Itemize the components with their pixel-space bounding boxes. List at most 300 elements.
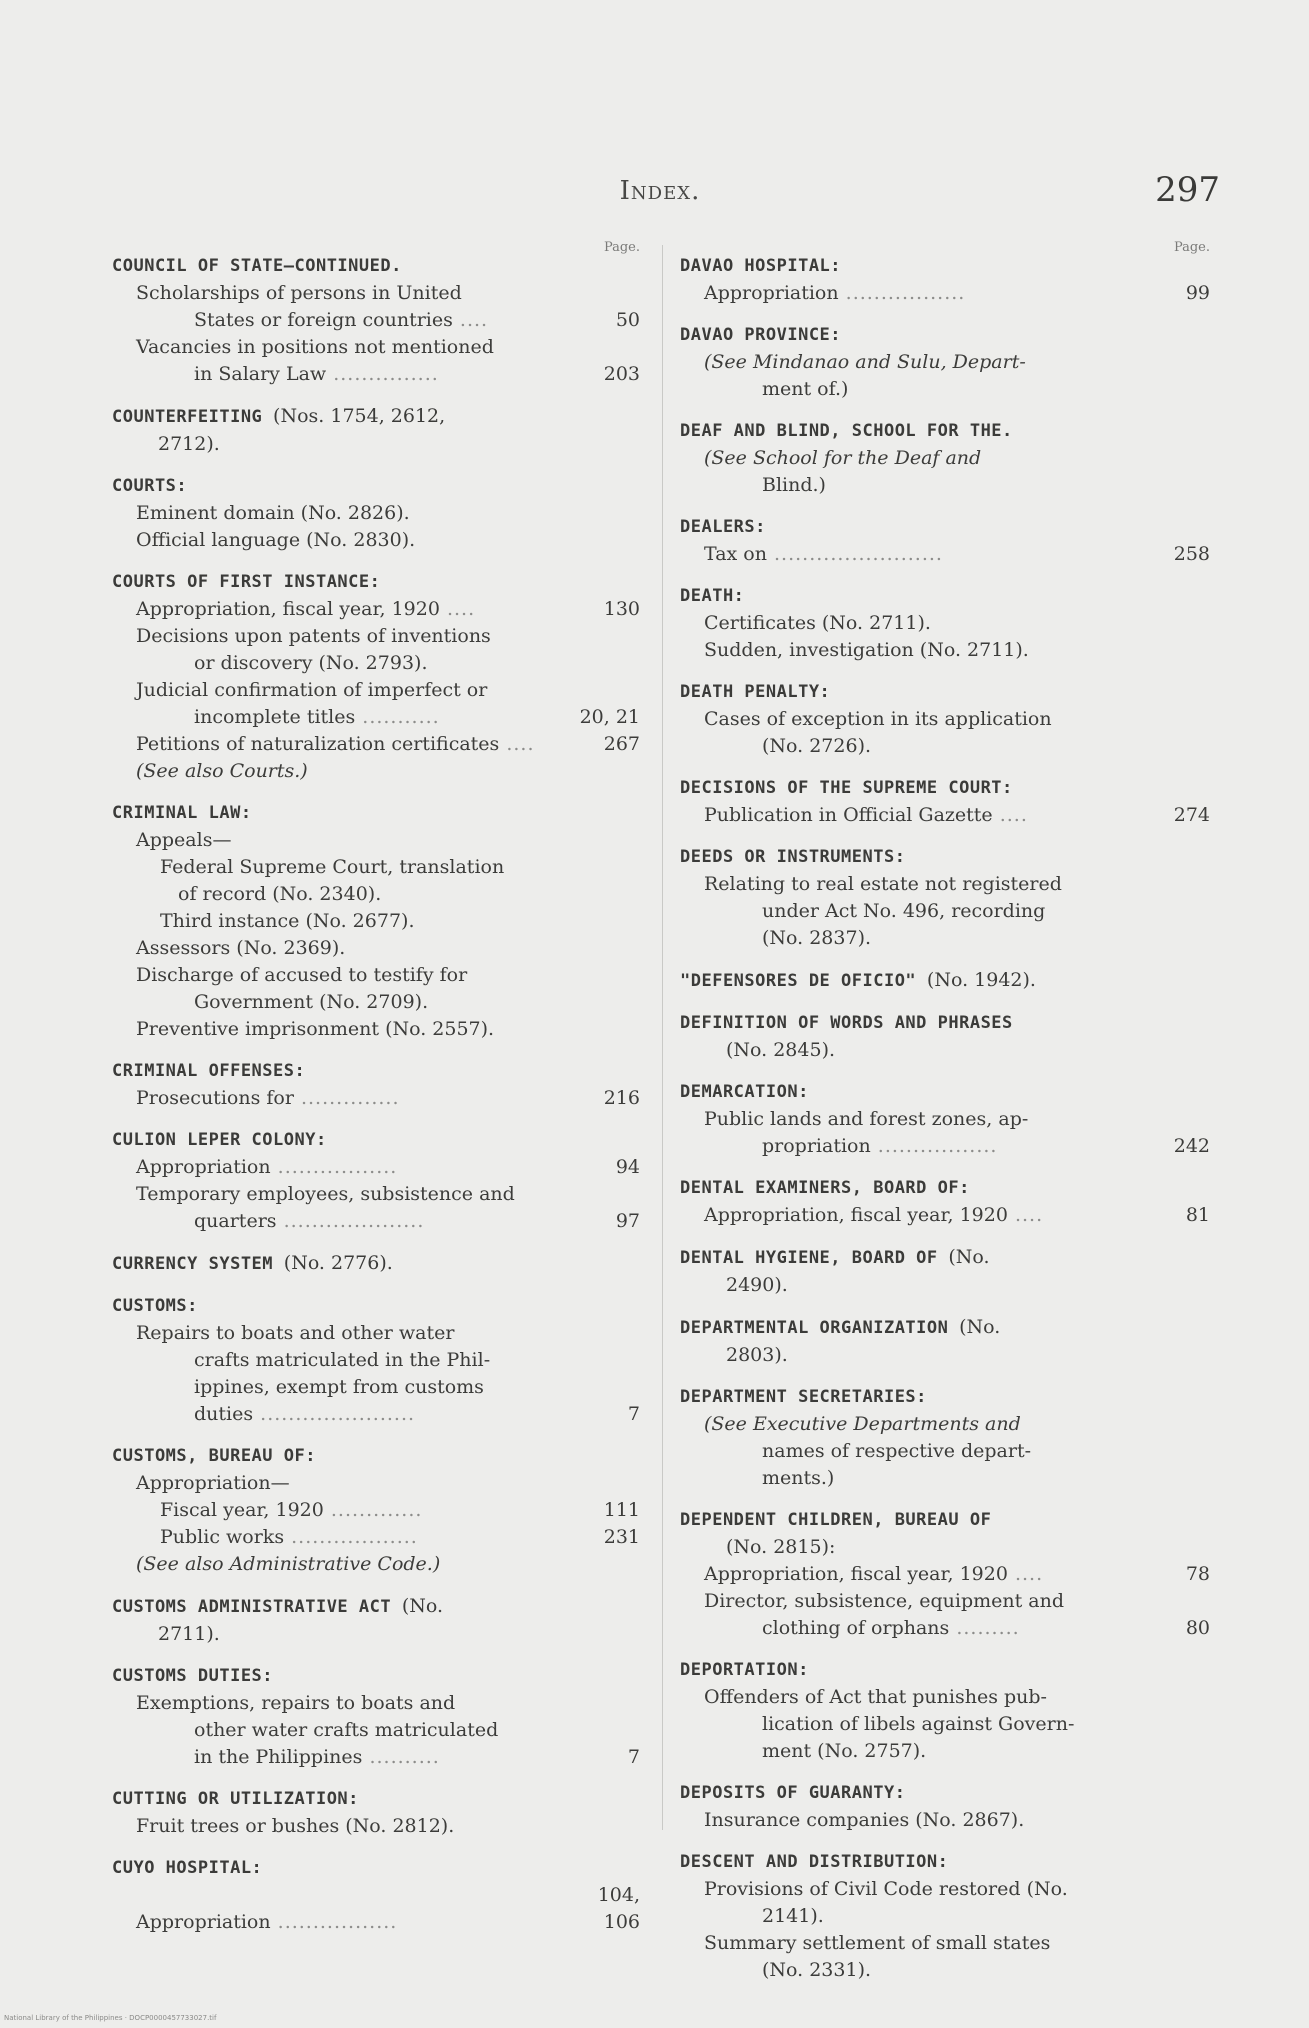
subentry-label: Third instance (No. 2677).: [160, 910, 415, 932]
entry-heading: [112, 1126, 640, 1154]
entry-heading: [680, 1078, 1210, 1106]
subentry-continued: [112, 1717, 640, 1744]
subentry-text: [136, 1690, 640, 1717]
entry-heading-text: CRIMINAL LAW:: [112, 803, 252, 823]
subentry-label: under Act No. 496, recording: [762, 900, 1046, 922]
subentry: [112, 1470, 640, 1497]
subentry-label: Appropriation, fiscal year, 1920: [704, 1204, 1008, 1226]
entry-heading: [680, 1009, 1210, 1037]
entry-heading: [680, 513, 1210, 541]
entry-heading-text: DEPARTMENT SECRETARIES:: [680, 1387, 927, 1407]
entry-heading-text: DESCENT AND DISTRIBUTION:: [680, 1852, 949, 1872]
subentry-text: [136, 1320, 640, 1347]
subentry-text: [704, 637, 1210, 664]
subentry-continued: [680, 376, 1210, 403]
subentry-label: Decisions upon patents of inventions: [136, 625, 491, 647]
dot-leader: ........................: [766, 543, 943, 565]
subentry-label: Director, subsistence, equipment and: [704, 1590, 1065, 1612]
subentry: [112, 962, 640, 989]
subentry-label: Official language (No. 2830).: [136, 529, 416, 551]
subentry-continued: [680, 1957, 1210, 1984]
entry-heading: [680, 1243, 1210, 1272]
subentry: [680, 1411, 1210, 1438]
subentry-label: (No. 2837).: [762, 927, 872, 949]
column-divider: [662, 245, 663, 1830]
subentry-label: Blind.): [762, 474, 826, 496]
subentry-label: Federal Supreme Court, translation: [160, 856, 505, 878]
subentry-text: [726, 376, 1210, 403]
subentry-text: [704, 610, 1210, 637]
subentry-text: [704, 1588, 1210, 1615]
entry-heading-text: DEPENDENT CHILDREN, BUREAU OF: [680, 1510, 992, 1530]
index-entry: [680, 1656, 1210, 1765]
entry-heading-text: CRIMINAL OFFENSES:: [112, 1061, 306, 1081]
dot-leader: ..........: [362, 1746, 440, 1768]
entry-reference: (No. 1942).: [926, 969, 1036, 991]
subentry-label: Appropriation—: [136, 1472, 290, 1494]
entry-reference: (No.: [401, 1595, 444, 1617]
index-entry: [112, 1292, 640, 1428]
subentry-text: [160, 1524, 570, 1551]
index-entry: [112, 799, 640, 1043]
entry-heading: [680, 417, 1210, 445]
entry-heading: [680, 774, 1210, 802]
index-entry: [112, 1785, 640, 1840]
subentry: [112, 1551, 640, 1578]
subentry-text: [704, 349, 1210, 376]
subentry-continued: [112, 650, 640, 677]
page-reference: 80: [1185, 1617, 1210, 1639]
entry-heading-text: CUSTOMS DUTIES:: [112, 1666, 274, 1686]
subentry-label: Eminent domain (No. 2826).: [136, 502, 410, 524]
subentry-text: [704, 1561, 1140, 1588]
subentry-text: [726, 1465, 1210, 1492]
subentry-text: [726, 1738, 1210, 1765]
page-reference: 274: [1173, 804, 1210, 826]
subentry: [112, 731, 640, 758]
subentry: [112, 1690, 640, 1717]
subentry-text: [158, 704, 570, 731]
subentry-label: Relating to real estate not registered: [704, 873, 1062, 895]
subentry-text: [160, 908, 640, 935]
subentry-label: Provisions of Civil Code restored (No.: [704, 1878, 1068, 1900]
page-column-label: Page.: [603, 240, 640, 255]
subentry-label: quarters: [194, 1210, 277, 1232]
entry-heading: [680, 966, 1210, 995]
subentry-text: [726, 925, 1210, 952]
entry-heading-text: DECISIONS OF THE SUPREME COURT:: [680, 778, 1013, 798]
subentry-label: (See also Administrative Code.): [136, 1553, 441, 1575]
index-entry: [680, 582, 1210, 664]
page-reference: 94: [615, 1156, 640, 1178]
subentry: [112, 1813, 640, 1840]
page-reference: 258: [1173, 543, 1210, 565]
subentry: [680, 1807, 1210, 1834]
subentry-label: ment of.): [762, 378, 849, 400]
index-entry: [680, 1243, 1210, 1299]
entry-reference: (No. 2776).: [283, 1252, 393, 1274]
subentry-text: [136, 827, 640, 854]
dot-leader: .................: [838, 282, 966, 304]
subentry-continued: [680, 1465, 1210, 1492]
subentry-continued: [680, 1615, 1210, 1642]
index-entry: [680, 1174, 1210, 1229]
subentry-text: [158, 881, 640, 908]
entry-reference-continued: (No. 2845).: [726, 1039, 836, 1061]
subentry: [112, 527, 640, 554]
entry-heading-text: DEATH:: [680, 586, 745, 606]
subentry: [680, 1930, 1210, 1957]
dot-leader: ....: [452, 309, 489, 331]
entry-reference-continued: 2712).: [158, 433, 220, 455]
subentry-text: [136, 1181, 640, 1208]
subentry-label: lication of libels against Govern-: [762, 1713, 1075, 1735]
subentry-label: Scholarships of persons in United: [136, 282, 462, 304]
entry-heading: [112, 1249, 640, 1278]
subentry-text: [136, 500, 640, 527]
subentry-text: [136, 334, 640, 361]
subentry-text: [136, 677, 640, 704]
index-entry: [680, 513, 1210, 568]
page-reference: 20, 21: [579, 706, 640, 728]
subentry-text: [136, 935, 640, 962]
subentry: [112, 334, 640, 361]
subentry: [112, 758, 640, 785]
page-number: 297: [1155, 170, 1220, 210]
subentry-text: [136, 758, 640, 785]
subentry-continued: [112, 1374, 640, 1401]
subentry-label: clothing of orphans: [762, 1617, 950, 1639]
entry-heading-text: DEFINITION OF WORDS AND PHRASES: [680, 1013, 1013, 1033]
subentry-label: Appeals—: [136, 829, 232, 851]
subentry-text: [136, 1154, 570, 1181]
subentry-text: [704, 1876, 1210, 1903]
entry-heading-text: DEEDS OR INSTRUMENTS:: [680, 847, 906, 867]
subentry-text: [704, 280, 1140, 307]
subentry: [112, 1320, 640, 1347]
subentry-text: [158, 989, 640, 1016]
subentry: [680, 1106, 1210, 1133]
subentry-label: Public lands and forest zones, ap-: [704, 1108, 1029, 1130]
page-reference: 203: [603, 363, 640, 385]
entry-heading: [680, 252, 1210, 280]
dot-leader: .................: [870, 1135, 998, 1157]
entry-heading: [680, 1383, 1210, 1411]
page-reference: 7: [627, 1403, 640, 1425]
index-entry: [680, 1313, 1210, 1369]
entry-heading-text: CUYO HOSPITAL:: [112, 1858, 263, 1878]
subentry-text: [136, 1470, 640, 1497]
index-entry: [112, 1854, 640, 1936]
dot-leader: ....: [499, 733, 535, 755]
index-entry: [680, 966, 1210, 995]
dot-leader: ....: [1007, 1204, 1044, 1226]
subentry-text: [704, 1807, 1210, 1834]
entry-heading-text: COURTS OF FIRST INSTANCE:: [112, 572, 381, 592]
entry-heading: [112, 1442, 640, 1470]
subentry-continued: [112, 989, 640, 1016]
subentry-text: [158, 1401, 570, 1428]
entry-reference-continued: 2490).: [726, 1274, 788, 1296]
subentry-text: [136, 962, 640, 989]
entry-heading-text: DENTAL EXAMINERS, BOARD OF:: [680, 1178, 970, 1198]
page-reference: 242: [1173, 1135, 1210, 1157]
dot-leader: .................: [270, 1911, 398, 1933]
subentry-label: Cases of exception in its application: [704, 708, 1052, 730]
subentry-text: [704, 706, 1210, 733]
subentry-continued: [112, 1208, 640, 1235]
subentry-text: [160, 854, 640, 881]
page-reference: 111: [603, 1499, 640, 1521]
entry-heading-text: DEPARTMENTAL ORGANIZATION: [680, 1318, 949, 1338]
page-reference: 231: [603, 1526, 640, 1548]
entry-heading-text: DAVAO PROVINCE:: [680, 325, 842, 345]
subentry-text: [160, 1497, 570, 1524]
subentry: [680, 871, 1210, 898]
entry-heading: [112, 1785, 640, 1813]
subentry: [112, 935, 640, 962]
entry-heading-text: DEPORTATION:: [680, 1660, 809, 1680]
index-entry: [112, 1126, 640, 1235]
subentry-label: other water crafts matriculated: [194, 1719, 499, 1741]
entry-heading: [112, 402, 640, 431]
index-entry: [680, 843, 1210, 952]
subentry-continued: [680, 1711, 1210, 1738]
entry-heading-text: COUNTERFEITING: [112, 407, 263, 427]
subentry: [680, 706, 1210, 733]
index-entry: [680, 1779, 1210, 1834]
subentry-text: [158, 1717, 640, 1744]
index-entry: [112, 472, 640, 554]
subentry: [112, 1154, 640, 1181]
subentry-text: [704, 1930, 1210, 1957]
subentry-label: crafts matriculated in the Phil-: [194, 1349, 491, 1371]
entry-reference-continued: 2711).: [158, 1623, 220, 1645]
entry-heading: [680, 1506, 1210, 1534]
dot-leader: .........: [949, 1617, 1020, 1639]
subentry: [680, 280, 1210, 307]
index-entry: [680, 1848, 1210, 1984]
subentry-text: [704, 871, 1210, 898]
subentry-text: [158, 307, 570, 334]
subentry: [680, 1876, 1210, 1903]
subentry-text: [726, 1615, 1140, 1642]
subentry-text: [726, 733, 1210, 760]
subentry: [680, 349, 1210, 376]
subentry-continued: [680, 1438, 1210, 1465]
index-entry: [112, 1592, 640, 1648]
index-entry: [680, 1506, 1210, 1642]
page-reference: 267: [603, 733, 640, 755]
subentry: [112, 623, 640, 650]
subentry-label: States or foreign countries: [194, 309, 453, 331]
subentry: [112, 1181, 640, 1208]
subentry-text: [158, 361, 570, 388]
subentry-label: propriation: [762, 1135, 871, 1157]
index-entry: [112, 402, 640, 458]
entry-heading-text: CUSTOMS:: [112, 1296, 198, 1316]
subentry: [680, 445, 1210, 472]
entry-heading: [680, 321, 1210, 349]
entry-heading-text: CUSTOMS, BUREAU OF:: [112, 1446, 316, 1466]
subentry-label: Publication in Official Gazette: [704, 804, 993, 826]
page-reference: 7: [627, 1746, 640, 1768]
subentry-label: ments.): [762, 1467, 835, 1489]
entry-heading: [680, 582, 1210, 610]
entry-heading-text: DEALERS:: [680, 517, 766, 537]
subentry-label: Vacancies in positions not mentioned: [136, 336, 494, 358]
subentry-label: Prosecutions for: [136, 1087, 294, 1109]
subentry: [680, 1202, 1210, 1229]
entry-heading: [112, 1592, 640, 1621]
subentry-text: [726, 1438, 1210, 1465]
subentry: [112, 854, 640, 881]
subentry-text: [136, 1909, 570, 1936]
subentry-label: Discharge of accused to testify for: [136, 964, 468, 986]
subentry-text: [136, 1016, 640, 1043]
subentry-label: Appropriation, fiscal year, 1920: [136, 598, 440, 620]
index-entry: [680, 1078, 1210, 1160]
entry-heading: [112, 568, 640, 596]
subentry-text: [158, 1347, 640, 1374]
index-entry: [680, 321, 1210, 403]
subentry-label: Tax on: [704, 543, 767, 565]
subentry-label: Summary settlement of small states: [704, 1932, 1051, 1954]
subentry-continued: [680, 472, 1210, 499]
entry-heading-text: CULION LEPER COLONY:: [112, 1130, 327, 1150]
entry-reference-continued: 2803).: [726, 1344, 788, 1366]
subentry-continued: [112, 1744, 640, 1771]
entry-heading-text: COUNCIL OF STATE—CONTINUED.: [112, 256, 402, 276]
subentry-label: (See Mindanao and Sulu, Depart-: [704, 351, 1026, 373]
index-column-left: [112, 240, 640, 1950]
entry-heading: [112, 472, 640, 500]
entry-heading: [112, 1662, 640, 1690]
entry-reference-continued: (No. 2815):: [726, 1536, 836, 1558]
page-reference: 104, 106: [597, 1884, 640, 1933]
subentry-label: incomplete titles: [194, 706, 356, 728]
subentry-text: [158, 1208, 570, 1235]
subentry-continued: [680, 925, 1210, 952]
subentry-text: [158, 1374, 640, 1401]
page-column-label: Page.: [1173, 240, 1210, 255]
subentry-label: Preventive imprisonment (No. 2557).: [136, 1018, 495, 1040]
subentry-continued: [680, 1903, 1210, 1930]
page-reference: 99: [1185, 282, 1210, 304]
index-entry: [680, 252, 1210, 307]
subentry-text: [136, 731, 570, 758]
subentry: [680, 610, 1210, 637]
page-reference: 130: [603, 598, 640, 620]
subentry-label: of record (No. 2340).: [178, 883, 382, 905]
dot-leader: ....: [992, 804, 1028, 826]
subentry: [680, 541, 1210, 568]
dot-leader: ....: [439, 598, 476, 620]
entry-heading-text: COURTS:: [112, 476, 188, 496]
dot-leader: .............: [323, 1499, 423, 1521]
page-reference: 97: [615, 1210, 640, 1232]
subentry-text: [704, 1684, 1210, 1711]
subentry-label: (No. 2726).: [762, 735, 872, 757]
subentry: [680, 802, 1210, 829]
subentry-continued: [680, 1738, 1210, 1765]
dot-leader: ...............: [326, 363, 439, 385]
entry-heading: [680, 1779, 1210, 1807]
dot-leader: ...........: [355, 706, 440, 728]
entry-heading: [680, 1313, 1210, 1342]
index-entry: [680, 1383, 1210, 1492]
subentry-text: [136, 527, 640, 554]
subentry-label: 2141).: [762, 1905, 824, 1927]
subentry-label: duties: [194, 1403, 254, 1425]
subentry-label: Public works: [160, 1526, 285, 1548]
page-reference: 50: [615, 309, 640, 331]
subentry: [112, 1016, 640, 1043]
subentry: [680, 1588, 1210, 1615]
subentry-text: [726, 1903, 1210, 1930]
index-entry: [680, 417, 1210, 499]
subentry-text: [158, 1744, 570, 1771]
subentry: [112, 677, 640, 704]
entry-heading-text: CUSTOMS ADMINISTRATIVE ACT: [112, 1597, 392, 1617]
entry-heading-text: CURRENCY SYSTEM: [112, 1254, 274, 1274]
dot-leader: .................: [270, 1156, 398, 1178]
entry-reference: (Nos. 1754, 2612,: [273, 405, 446, 427]
subentry-label: Appropriation: [704, 282, 839, 304]
subentry-text: [704, 445, 1210, 472]
index-entry: [112, 1249, 640, 1278]
subentry-label: Appropriation: [136, 1911, 271, 1933]
entry-heading: [112, 1292, 640, 1320]
subentry: [112, 908, 640, 935]
entry-heading-text: DENTAL HYGIENE, BOARD OF: [680, 1248, 938, 1268]
dot-leader: ..................: [284, 1526, 418, 1548]
subentry-text: [726, 1711, 1210, 1738]
subentry-continued: [680, 898, 1210, 925]
dot-leader: ....: [1007, 1563, 1044, 1585]
subentry-label: in Salary Law: [194, 363, 327, 385]
dot-leader: ..............: [293, 1087, 400, 1109]
subentry-text: [704, 1411, 1210, 1438]
entry-heading-text: DEMARCATION:: [680, 1082, 809, 1102]
subentry-text: [136, 280, 640, 307]
index-column-right: [680, 240, 1210, 1998]
index-entry: [680, 1009, 1210, 1064]
subentry-text: [136, 1551, 640, 1578]
subentry-continued: [112, 1401, 640, 1428]
subentry-text: [726, 898, 1210, 925]
subentry: [112, 1497, 640, 1524]
running-head: Index.: [619, 176, 701, 206]
subentry-label: names of respective depart-: [762, 1440, 1032, 1462]
subentry-label: Offenders of Act that punishes pub-: [704, 1686, 1047, 1708]
index-entry: [112, 1057, 640, 1112]
index-entry: [112, 1442, 640, 1578]
entry-heading: [680, 1174, 1210, 1202]
subentry: [112, 1882, 640, 1936]
subentry-label: Appropriation: [136, 1156, 271, 1178]
index-entry: [112, 252, 640, 388]
subentry-label: Insurance companies (No. 2867).: [704, 1809, 1025, 1831]
subentry-text: [704, 1106, 1210, 1133]
subentry-continued: [112, 307, 640, 334]
subentry-continued: [680, 733, 1210, 760]
subentry-label: ment (No. 2757).: [762, 1740, 927, 1762]
subentry-label: (See Executive Departments and: [704, 1413, 1021, 1435]
index-entry: [680, 678, 1210, 760]
subentry-continued: [112, 704, 640, 731]
entry-heading: [680, 678, 1210, 706]
